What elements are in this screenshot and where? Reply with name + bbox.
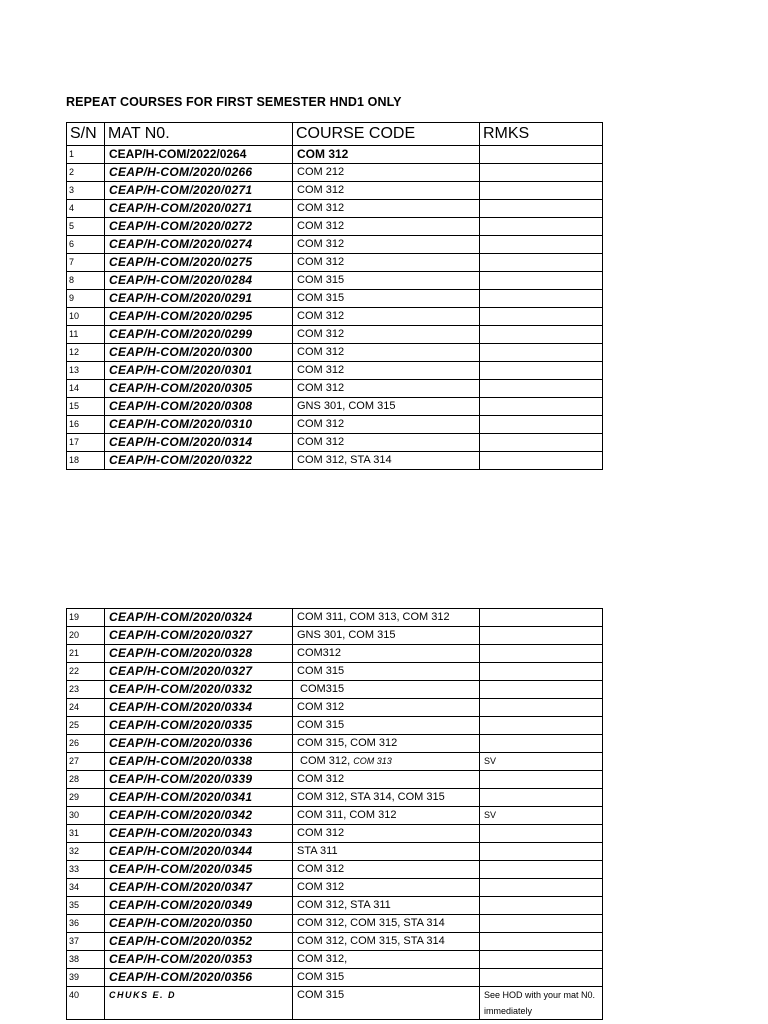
table-row: [67, 272, 603, 290]
mat-number-cell: CEAP/H-COM/2020/0324: [105, 609, 293, 627]
mat-number-cell: CEAP/H-COM/2020/0322: [105, 452, 293, 470]
table-row: [67, 609, 603, 627]
remarks-cell: [480, 182, 603, 200]
course-code-cell: COM 312: [293, 344, 480, 362]
mat-number-cell: CHUKS E. D: [105, 987, 293, 1020]
course-code-cell: COM 315: [293, 272, 480, 290]
remarks-cell: [480, 308, 603, 326]
course-code-cell: COM 312, COM 315, STA 314: [293, 933, 480, 951]
serial-number-cell: 33: [67, 861, 105, 879]
serial-number-cell: 2: [67, 164, 105, 182]
serial-number-cell: 30: [67, 807, 105, 825]
remarks-cell: [480, 717, 603, 735]
serial-number-cell: 27: [67, 753, 105, 771]
remarks-cell: [480, 344, 603, 362]
remarks-cell: [480, 452, 603, 470]
remarks-cell: [480, 434, 603, 452]
table-row: [67, 164, 603, 182]
mat-number-cell: CEAP/H-COM/2020/0301: [105, 362, 293, 380]
course-code-cell: COM 312: [293, 879, 480, 897]
serial-number-cell: 12: [67, 344, 105, 362]
course-code-cell: COM 312, COM 315, STA 314: [293, 915, 480, 933]
mat-number-cell: CEAP/H-COM/2020/0341: [105, 789, 293, 807]
table-row: [67, 933, 603, 951]
serial-number-cell: 20: [67, 627, 105, 645]
table-row: [67, 344, 603, 362]
table-row: [67, 717, 603, 735]
table-row: [67, 236, 603, 254]
remarks-cell: [480, 236, 603, 254]
course-code-cell: COM 312: [293, 434, 480, 452]
remarks-cell: [480, 200, 603, 218]
course-code-cell: COM 312, STA 314: [293, 452, 480, 470]
course-code-cell: COM 311, COM 313, COM 312: [293, 609, 480, 627]
remarks-cell: [480, 771, 603, 789]
course-code-cell: COM 315: [293, 717, 480, 735]
table-row: [67, 452, 603, 470]
table-row: [67, 969, 603, 987]
serial-number-cell: 1: [67, 146, 105, 164]
serial-number-cell: 7: [67, 254, 105, 272]
mat-number-cell: CEAP/H-COM/2020/0334: [105, 699, 293, 717]
table-row: [67, 987, 603, 1020]
remarks-cell: [480, 254, 603, 272]
header-mat-no: MAT N0.: [105, 123, 293, 146]
course-code-cell: COM 312, STA 314, COM 315: [293, 789, 480, 807]
serial-number-cell: 5: [67, 218, 105, 236]
mat-number-cell: CEAP/H-COM/2020/0342: [105, 807, 293, 825]
repeat-courses-table-part-2: [66, 608, 603, 1020]
remarks-cell: [480, 735, 603, 753]
table-row: [67, 843, 603, 861]
course-code-cell: COM 212: [293, 164, 480, 182]
serial-number-cell: 19: [67, 609, 105, 627]
mat-number-cell: CEAP/H-COM/2020/0328: [105, 645, 293, 663]
repeat-courses-table-part-1: [66, 122, 603, 470]
table-body-part-1: [67, 146, 603, 470]
course-code-cell: COM 312, STA 311: [293, 897, 480, 915]
serial-number-cell: 14: [67, 380, 105, 398]
course-code-cell: COM 312: [293, 771, 480, 789]
course-code-cell: COM315: [293, 681, 480, 699]
mat-number-cell: CEAP/H-COM/2020/0350: [105, 915, 293, 933]
table-row: [67, 218, 603, 236]
table-row: [67, 182, 603, 200]
serial-number-cell: 8: [67, 272, 105, 290]
mat-number-cell: CEAP/H-COM/2020/0349: [105, 897, 293, 915]
mat-number-cell: CEAP/H-COM/2020/0314: [105, 434, 293, 452]
serial-number-cell: 40: [67, 987, 105, 1020]
remarks-cell: [480, 915, 603, 933]
course-code-cell: COM 312: [293, 326, 480, 344]
course-code-cell: COM 312: [293, 236, 480, 254]
table-row: [67, 735, 603, 753]
table-row: [67, 915, 603, 933]
table-body-part-2: [67, 609, 603, 1020]
remarks-cell: [480, 861, 603, 879]
remarks-cell: SV: [480, 807, 603, 825]
serial-number-cell: 25: [67, 717, 105, 735]
mat-number-cell: CEAP/H-COM/2020/0332: [105, 681, 293, 699]
remarks-cell: [480, 290, 603, 308]
table-row: [67, 308, 603, 326]
remarks-cell: [480, 645, 603, 663]
mat-number-cell: CEAP/H-COM/2020/0353: [105, 951, 293, 969]
table-row: [67, 416, 603, 434]
course-code-cell: COM 315: [293, 969, 480, 987]
course-code-cell: COM 312,: [293, 951, 480, 969]
serial-number-cell: 3: [67, 182, 105, 200]
serial-number-cell: 39: [67, 969, 105, 987]
course-code-cell: COM312: [293, 645, 480, 663]
course-code-cell: COM 315: [293, 290, 480, 308]
table-row: [67, 362, 603, 380]
mat-number-cell: CEAP/H-COM/2020/0274: [105, 236, 293, 254]
table-row: [67, 807, 603, 825]
course-code-cell: COM 312: [293, 362, 480, 380]
remarks-cell: [480, 416, 603, 434]
course-code-cell: COM 312: [293, 416, 480, 434]
mat-number-cell: CEAP/H-COM/2020/0271: [105, 182, 293, 200]
course-code-cell: COM 312: [293, 861, 480, 879]
course-code-cell: COM 312: [293, 218, 480, 236]
mat-number-cell: CEAP/H-COM/2020/0300: [105, 344, 293, 362]
table-row: [67, 771, 603, 789]
course-code-cell: COM 312: [293, 146, 480, 164]
mat-number-cell: CEAP/H-COM/2020/0327: [105, 663, 293, 681]
remarks-cell: [480, 951, 603, 969]
serial-number-cell: 34: [67, 879, 105, 897]
serial-number-cell: 24: [67, 699, 105, 717]
table-row: [67, 825, 603, 843]
remarks-cell: [480, 933, 603, 951]
table-row: [67, 380, 603, 398]
remarks-cell: [480, 969, 603, 987]
page-title: REPEAT COURSES FOR FIRST SEMESTER HND1 ONLY: [66, 95, 402, 109]
mat-number-cell: CEAP/H-COM/2020/0305: [105, 380, 293, 398]
serial-number-cell: 37: [67, 933, 105, 951]
serial-number-cell: 21: [67, 645, 105, 663]
course-code-cell: COM 311, COM 312: [293, 807, 480, 825]
remarks-cell: [480, 380, 603, 398]
remarks-cell: [480, 164, 603, 182]
remarks-cell: [480, 897, 603, 915]
table-row: [67, 254, 603, 272]
header-sn: S/N: [67, 123, 105, 146]
table-row: [67, 434, 603, 452]
table-row: [67, 326, 603, 344]
remarks-cell: [480, 627, 603, 645]
serial-number-cell: 16: [67, 416, 105, 434]
mat-number-cell: CEAP/H-COM/2020/0356: [105, 969, 293, 987]
course-code-cell: GNS 301, COM 315: [293, 398, 480, 416]
serial-number-cell: 18: [67, 452, 105, 470]
course-code-cell: COM 315: [293, 987, 480, 1020]
table-row: [67, 146, 603, 164]
course-code-extra: COM 313: [353, 756, 392, 766]
course-code-cell: GNS 301, COM 315: [293, 627, 480, 645]
remarks-cell: [480, 879, 603, 897]
serial-number-cell: 15: [67, 398, 105, 416]
serial-number-cell: 17: [67, 434, 105, 452]
course-code-cell: COM 315: [293, 663, 480, 681]
mat-number-cell: CEAP/H-COM/2020/0295: [105, 308, 293, 326]
remarks-cell: [480, 398, 603, 416]
serial-number-cell: 4: [67, 200, 105, 218]
remarks-cell: [480, 663, 603, 681]
remarks-cell: [480, 789, 603, 807]
serial-number-cell: 9: [67, 290, 105, 308]
table-row: [67, 879, 603, 897]
mat-number-cell: CEAP/H-COM/2020/0308: [105, 398, 293, 416]
course-code-cell: COM 312: [293, 182, 480, 200]
mat-number-cell: CEAP/H-COM/2020/0338: [105, 753, 293, 771]
table-row: [67, 753, 603, 771]
mat-number-cell: CEAP/H-COM/2020/0310: [105, 416, 293, 434]
remarks-cell: [480, 146, 603, 164]
mat-number-cell: CEAP/H-COM/2020/0335: [105, 717, 293, 735]
table-row: [67, 699, 603, 717]
serial-number-cell: 11: [67, 326, 105, 344]
serial-number-cell: 26: [67, 735, 105, 753]
serial-number-cell: 38: [67, 951, 105, 969]
serial-number-cell: 31: [67, 825, 105, 843]
mat-number-cell: CEAP/H-COM/2020/0344: [105, 843, 293, 861]
course-code-cell: COM 312: [293, 308, 480, 326]
course-code-cell: COM 312: [293, 380, 480, 398]
mat-number-cell: CEAP/H-COM/2022/0264: [105, 146, 293, 164]
remarks-cell: [480, 681, 603, 699]
serial-number-cell: 29: [67, 789, 105, 807]
table-row: [67, 789, 603, 807]
mat-number-cell: CEAP/H-COM/2020/0327: [105, 627, 293, 645]
remarks-cell: SV: [480, 753, 603, 771]
header-row: [67, 123, 603, 146]
serial-number-cell: 28: [67, 771, 105, 789]
mat-number-cell: CEAP/H-COM/2020/0272: [105, 218, 293, 236]
table-row: [67, 681, 603, 699]
table-row: [67, 861, 603, 879]
course-code-cell: STA 311: [293, 843, 480, 861]
serial-number-cell: 13: [67, 362, 105, 380]
remarks-cell: [480, 609, 603, 627]
table-row: [67, 951, 603, 969]
serial-number-cell: 6: [67, 236, 105, 254]
table-row: [67, 627, 603, 645]
serial-number-cell: 35: [67, 897, 105, 915]
mat-number-cell: CEAP/H-COM/2020/0336: [105, 735, 293, 753]
remarks-cell: [480, 218, 603, 236]
mat-number-cell: CEAP/H-COM/2020/0299: [105, 326, 293, 344]
mat-number-cell: CEAP/H-COM/2020/0266: [105, 164, 293, 182]
mat-number-cell: CEAP/H-COM/2020/0352: [105, 933, 293, 951]
remarks-cell: [480, 362, 603, 380]
course-code-cell: COM 315, COM 312: [293, 735, 480, 753]
remarks-cell: [480, 272, 603, 290]
course-code-cell: COM 312: [293, 200, 480, 218]
serial-number-cell: 36: [67, 915, 105, 933]
mat-number-cell: CEAP/H-COM/2020/0275: [105, 254, 293, 272]
table-row: [67, 897, 603, 915]
mat-number-cell: CEAP/H-COM/2020/0339: [105, 771, 293, 789]
table-row: [67, 200, 603, 218]
course-code-cell: [293, 753, 480, 771]
remarks-cell: [480, 843, 603, 861]
remarks-cell: [480, 326, 603, 344]
header-course-code: COURSE CODE: [293, 123, 480, 146]
serial-number-cell: 23: [67, 681, 105, 699]
mat-number-cell: CEAP/H-COM/2020/0347: [105, 879, 293, 897]
mat-number-cell: CEAP/H-COM/2020/0284: [105, 272, 293, 290]
header-rmks: RMKS: [480, 123, 603, 146]
table-row: [67, 645, 603, 663]
mat-number-cell: CEAP/H-COM/2020/0345: [105, 861, 293, 879]
table-row: [67, 290, 603, 308]
table-row: [67, 398, 603, 416]
remarks-cell: [480, 699, 603, 717]
remarks-cell: [480, 825, 603, 843]
table-row: [67, 663, 603, 681]
mat-number-cell: CEAP/H-COM/2020/0343: [105, 825, 293, 843]
mat-number-cell: CEAP/H-COM/2020/0291: [105, 290, 293, 308]
course-code-cell: COM 312: [293, 825, 480, 843]
course-code-text: COM 312,: [297, 755, 354, 767]
course-code-cell: COM 312: [293, 699, 480, 717]
remarks-cell: See HOD with your mat N0. immediately: [480, 987, 603, 1020]
course-code-cell: COM 312: [293, 254, 480, 272]
serial-number-cell: 22: [67, 663, 105, 681]
mat-number-cell: CEAP/H-COM/2020/0271: [105, 200, 293, 218]
serial-number-cell: 32: [67, 843, 105, 861]
serial-number-cell: 10: [67, 308, 105, 326]
